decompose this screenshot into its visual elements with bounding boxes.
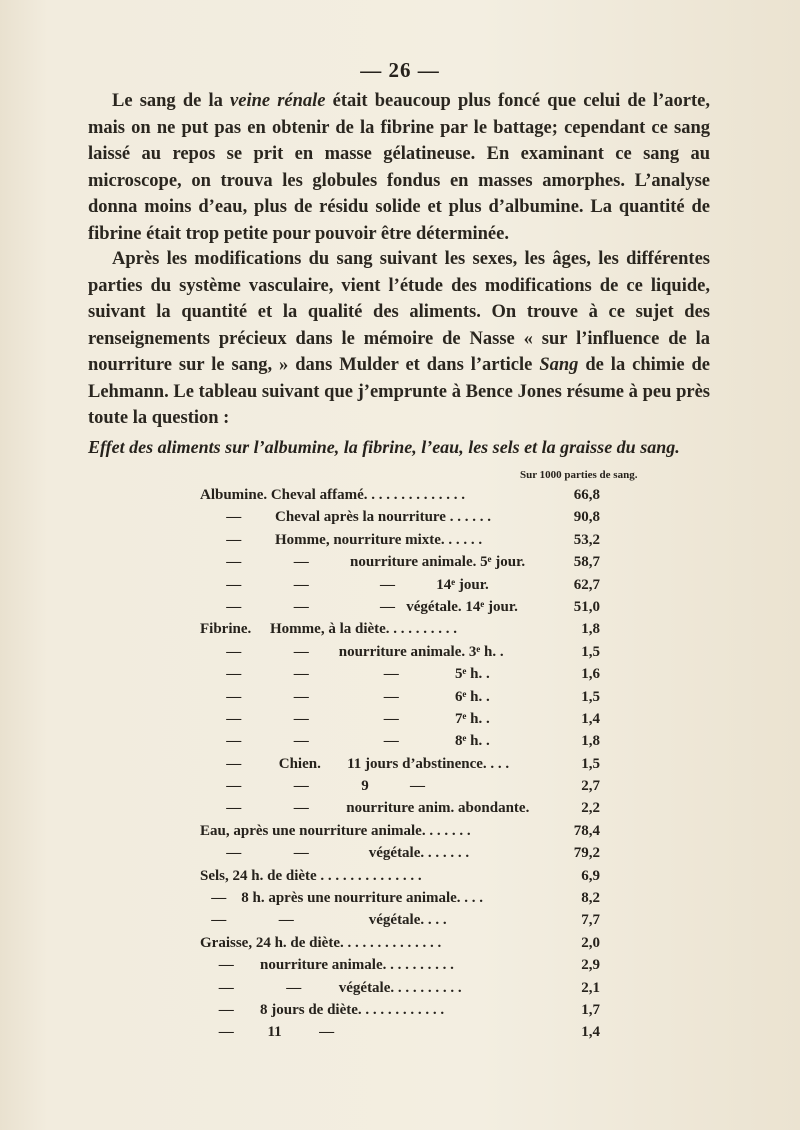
table-row (200, 909, 610, 931)
paragraph-1-before: Le sang de la (112, 91, 231, 111)
table-row (200, 865, 610, 887)
row-value: 1,8 (581, 733, 600, 750)
row-value: 1,5 (581, 643, 600, 660)
row-value: 1,7 (581, 1001, 600, 1018)
row-value: 1,5 (581, 755, 600, 772)
row-label: — — — 14ᵉ jour. (200, 576, 489, 593)
table-row (200, 999, 610, 1021)
row-value: 58,7 (573, 554, 600, 571)
row-label: — 11 — (200, 1024, 335, 1041)
table-row (200, 663, 610, 685)
table-caption: Effet des aliments sur l’albumine, la fibrine, l’eau, les sels et la graisse du sang. (88, 437, 680, 457)
row-value: 2,2 (581, 800, 600, 817)
table-row (200, 484, 610, 506)
row-label: — — végétale. . . . . . . (200, 845, 470, 862)
row-value: 78,4 (573, 822, 600, 839)
row-value: 1,5 (581, 688, 600, 705)
table-row (200, 574, 610, 596)
paragraph-1-emphasis: veine rénale (230, 91, 326, 111)
table-row (200, 887, 610, 909)
row-label: — — végétale. . . . . . . . . . (200, 979, 462, 996)
row-label: — — — 7ᵉ h. . (200, 710, 490, 727)
paragraph-2 (88, 246, 710, 432)
row-value: 2,7 (581, 778, 600, 795)
table-row (200, 641, 610, 663)
row-label: — — 9 — (200, 778, 425, 795)
row-label: — Cheval après la nourriture . . . . . . (200, 509, 491, 526)
row-value: 1,8 (581, 621, 600, 638)
table-row (200, 820, 610, 842)
row-value: 1,4 (581, 1024, 600, 1041)
paragraph-1 (88, 88, 710, 247)
row-value: 6,9 (581, 867, 600, 884)
table-row (200, 842, 610, 864)
table-row (200, 932, 610, 954)
row-value: 51,0 (573, 598, 600, 615)
row-value: 90,8 (573, 509, 600, 526)
row-label: — — — 8ᵉ h. . (200, 733, 490, 750)
table-row (200, 1021, 610, 1043)
row-label: Graisse, 24 h. de diète. . . . . . . . . . . . . . (200, 934, 442, 951)
paragraph-2-before: Après les modifications du sang suivant les sexes, les âges, les différentes parties du système vasculaire, vient l’étude des modifications de ce liquide, suivant la quantité et la qualité des aliments. On trouve à ce sujet des renseignements précieux dans le mémoire de Nasse « sur l’influence de la nourriture sur le sang, » dans Mulder et dans l’article (88, 249, 710, 375)
row-label: — — — 6ᵉ h. . (200, 688, 490, 705)
row-label: — — nourriture animale. 5ᵉ jour. (200, 554, 526, 571)
row-value: 2,9 (581, 957, 600, 974)
paragraph-2-emphasis: Sang (539, 355, 579, 375)
row-label: — nourriture animale. . . . . . . . . . (200, 957, 454, 974)
row-value: 2,1 (581, 979, 600, 996)
table-row (200, 686, 610, 708)
table-row (200, 618, 610, 640)
row-label: — — nourriture animale. 3ᵉ h. . (200, 643, 504, 660)
table-row (200, 708, 610, 730)
row-label: — Chien. 11 jours d’abstinence. . . . (200, 755, 510, 772)
table-row (200, 753, 610, 775)
table-row (200, 954, 610, 976)
paragraph-2-after: de la chimie de Lehmann. Le tableau suivant que j’emprunte à Bence Jones résume à peu près toute la question : (88, 355, 710, 428)
table-row (200, 596, 610, 618)
row-value: 53,2 (573, 531, 600, 548)
row-label: — — végétale. . . . (200, 912, 447, 929)
table-row (200, 797, 610, 819)
row-value: 8,2 (581, 890, 600, 907)
table-row (200, 730, 610, 752)
paragraph-1-after: était beaucoup plus foncé que celui de l’aorte, mais on ne put pas en obtenir de la fibrine par le battage; cependant ce sang laissé au repos se prit en masse gélatineuse. En examinant ce sang au microscope, on trouva les globules fondus en masses amorphes. L’analyse donna moins d’eau, plus de résidu solide et plus d’albumine. La quantité de fibrine était trop petite pour pouvoir être déterminée. (88, 91, 711, 244)
table-row (200, 529, 610, 551)
table-row (200, 551, 610, 573)
row-value: 1,6 (581, 666, 600, 683)
row-value: 66,8 (573, 487, 600, 503)
row-label: Albumine. Cheval affamé. . . . . . . . . . . . . . (200, 487, 465, 503)
row-value: 1,4 (581, 710, 600, 727)
data-table (200, 484, 610, 1044)
page-number: — 26 — (360, 58, 440, 82)
row-label: — 8 jours de diète. . . . . . . . . . . . (200, 1001, 445, 1018)
row-label: — — — 5ᵉ h. . (200, 666, 490, 683)
row-label: — Homme, nourriture mixte. . . . . . (200, 531, 483, 548)
row-label: Eau, après une nourriture animale. . . . . . . (200, 822, 471, 839)
table-row (200, 977, 610, 999)
row-label: — — — végétale. 14ᵉ jour. (200, 598, 518, 615)
row-label: — 8 h. après une nourriture animale. . . . (200, 890, 484, 907)
row-label: Sels, 24 h. de diète . . . . . . . . . . . . . . (200, 867, 422, 884)
table-row (200, 506, 610, 528)
row-value: 62,7 (573, 576, 600, 593)
row-label: Fibrine. Homme, à la diète. . . . . . . . . . (200, 621, 458, 638)
row-label: — — nourriture anim. abondante. (200, 800, 530, 817)
row-value: 2,0 (581, 934, 600, 951)
table-column-header: Sur 1000 parties de sang. (520, 469, 638, 481)
row-value: 7,7 (581, 912, 600, 929)
row-value: 79,2 (573, 845, 600, 862)
table-row (200, 775, 610, 797)
